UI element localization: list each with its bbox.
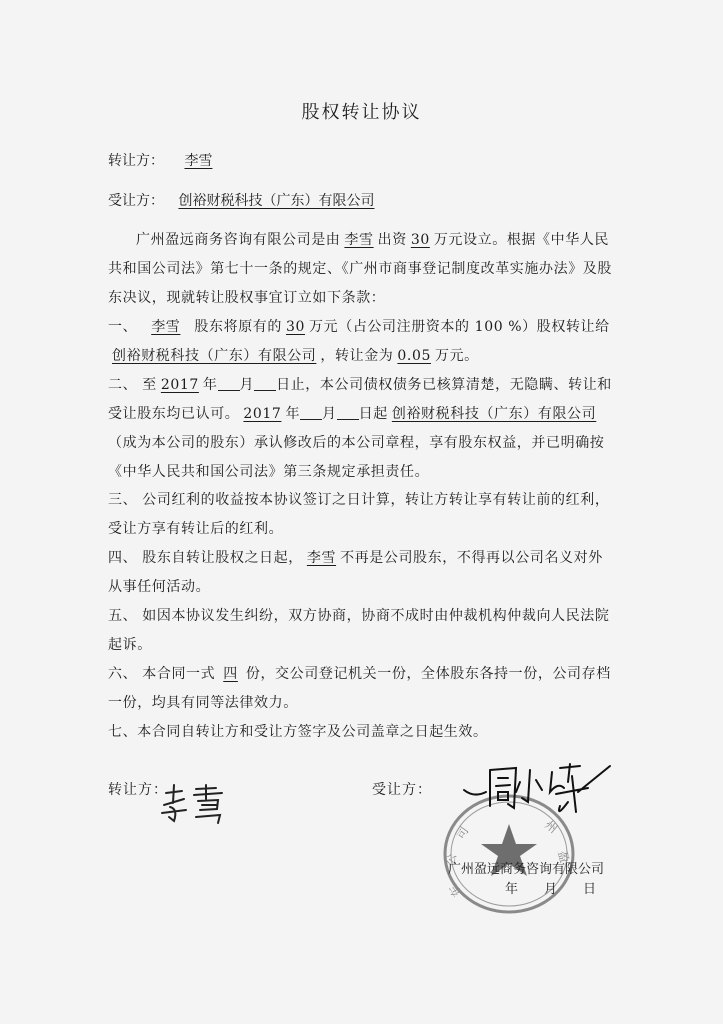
clause-1 bbox=[108, 313, 613, 371]
year-value: 2017 bbox=[243, 406, 282, 422]
transferor-line bbox=[108, 150, 216, 170]
clause-number: 一、 bbox=[108, 319, 138, 335]
clause-text: 二、 至 bbox=[108, 377, 157, 393]
month-blank bbox=[300, 405, 322, 420]
month-blank bbox=[218, 376, 240, 391]
clause-text: 月 bbox=[239, 377, 255, 393]
clause-text: 六、 本合同一式 bbox=[108, 666, 216, 682]
clause-text: 年 bbox=[285, 406, 301, 422]
clause-text: 份，交公司登记机关一份，全体股东各持一份，公司存档一份，均具有同等法律效力。 bbox=[108, 666, 611, 711]
signature-transferor-label: 转让方： bbox=[108, 782, 168, 798]
company-name: 广州盈远商务咨询有限公司 bbox=[448, 862, 605, 877]
clause-text: 年 bbox=[202, 377, 218, 393]
share-amount: 30 bbox=[286, 319, 306, 335]
signature-transferee-label: 受让方： bbox=[372, 782, 432, 798]
clause-text: 万元。 bbox=[434, 348, 479, 364]
clause-2 bbox=[108, 371, 613, 487]
intro-text: 广州盈远商务咨询有限公司是由 bbox=[136, 232, 341, 248]
date-month: 月 bbox=[544, 882, 558, 897]
transferee-signature bbox=[460, 762, 620, 822]
clause-text: 日止，本公司债权债务已核算清楚，无隐瞒、转让和受让股东均已认可。 bbox=[108, 377, 612, 422]
svg-text:司: 司 bbox=[452, 823, 472, 842]
former-shareholder: 李雪 bbox=[306, 550, 337, 566]
clause-3: 三、 公司红利的收益按本协议签订之日计算，转让方转让享有转让前的红利，受让方享有转让后的红利。 bbox=[108, 492, 610, 537]
clause-text: 万元（占公司注册资本的 100 %）股权转让给 bbox=[309, 319, 610, 335]
transferee-company: 创裕财税科技（广东）有限公司 bbox=[112, 348, 317, 364]
document-title: 股权转让协议 bbox=[301, 102, 422, 123]
signing-date bbox=[505, 878, 622, 897]
clause-5: 五、 如因本协议发生纠纷，双方协商，协商不成时由仲裁机构仲裁向人民法院起诉。 bbox=[108, 608, 610, 653]
clause-text: （成为本公司的股东）承认修改后的本公司章程，享有股东权益，并已明确按《中华人民共和国公司法》第三条规定承担责任。 bbox=[108, 435, 605, 480]
day-blank bbox=[254, 376, 276, 391]
intro-paragraph bbox=[108, 226, 613, 313]
clause-text: 不再是公司股东，不得再以公司名义对外从事任何活动。 bbox=[108, 550, 603, 595]
clause-text: 四、 股东自转让股权之日起， bbox=[108, 550, 303, 566]
svg-text:盈: 盈 bbox=[555, 849, 572, 865]
svg-text:公: 公 bbox=[443, 852, 460, 867]
transferee-line bbox=[108, 190, 378, 210]
clause-6 bbox=[108, 660, 613, 718]
transferor-label: 转让方： bbox=[108, 153, 164, 169]
svg-text:州: 州 bbox=[542, 817, 561, 837]
day-blank bbox=[337, 405, 359, 420]
intro-text: 万元设立。根据《中华人民共和国公司法》第七十一条的规定、《广州市商事登记制度改革实施办法》及股东决议，现就转让股权事宜订立如下条款： bbox=[108, 232, 612, 306]
transferee-label: 受让方： bbox=[108, 193, 164, 209]
year-value: 2017 bbox=[160, 377, 199, 393]
date-day: 日 bbox=[583, 882, 597, 897]
clause-4 bbox=[108, 544, 613, 602]
shareholder-name: 李雪 bbox=[151, 319, 181, 335]
transfer-price: 0.05 bbox=[397, 348, 431, 364]
transferor-name: 李雪 bbox=[184, 153, 213, 169]
copy-count: 四 bbox=[223, 666, 238, 682]
transferor-signature bbox=[160, 783, 232, 825]
intro-text: 出资 bbox=[377, 232, 407, 248]
date-year: 年 bbox=[505, 882, 519, 897]
clause-text: ，转让金为 bbox=[320, 348, 394, 364]
clause-text: 股东将原有的 bbox=[194, 319, 283, 335]
capital-amount: 30 bbox=[410, 232, 430, 248]
svg-text:东: 东 bbox=[446, 882, 465, 900]
clause-text: 月 bbox=[322, 406, 337, 422]
investor-name: 李雪 bbox=[344, 232, 374, 248]
transferee-name: 创裕财税科技（广东）有限公司 bbox=[178, 193, 375, 209]
clause-7: 七、本合同自转让方和受让方签字及公司盖章之日起生效。 bbox=[108, 724, 488, 740]
new-shareholder: 创裕财税科技（广东）有限公司 bbox=[391, 406, 597, 422]
clause-text: 日起 bbox=[358, 406, 388, 422]
